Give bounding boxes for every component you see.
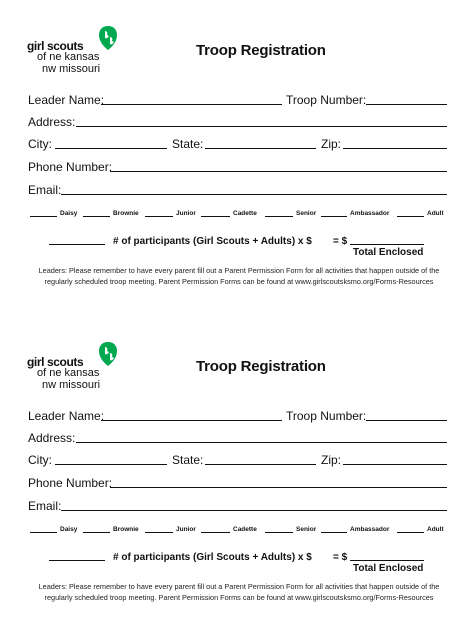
trefoil-profiles-icon bbox=[98, 26, 118, 50]
state-field[interactable] bbox=[205, 464, 316, 465]
level-senior: Senior bbox=[296, 210, 317, 217]
logo-line-2: of ne kansas bbox=[37, 51, 100, 63]
troop-number-label: Troop Number: bbox=[286, 93, 367, 107]
junior-count-field[interactable] bbox=[145, 216, 173, 217]
logo-line-1: girl scouts bbox=[27, 355, 84, 369]
email-field[interactable] bbox=[61, 194, 447, 195]
junior-count-field[interactable] bbox=[145, 532, 173, 533]
level-cadette: Cadette bbox=[233, 210, 257, 217]
city-field[interactable] bbox=[55, 148, 167, 149]
participants-count-field[interactable] bbox=[49, 244, 105, 245]
state-label: State: bbox=[172, 453, 204, 467]
level-ambassador: Ambassador bbox=[350, 526, 390, 533]
email-label: Email: bbox=[28, 499, 62, 513]
city-field[interactable] bbox=[55, 464, 167, 465]
phone-number-label: Phone Number: bbox=[28, 160, 113, 174]
zip-label: Zip: bbox=[321, 137, 342, 151]
email-field[interactable] bbox=[61, 510, 447, 511]
address-label: Address: bbox=[28, 115, 76, 129]
address-label: Address: bbox=[28, 431, 76, 445]
level-ambassador: Ambassador bbox=[350, 210, 390, 217]
registration-form-top bbox=[0, 0, 474, 315]
zip-label: Zip: bbox=[321, 453, 342, 467]
level-adult: Adult bbox=[427, 526, 444, 533]
trefoil-profiles-icon bbox=[98, 342, 118, 366]
leaders-note: Leaders: Please remember to have every parent fill out a Parent Permission Form for all activities that happen outside of the regularly scheduled troop meeting. Parent Permission Forms can be found at www.girlscoutsksmo.org/Forms-Resources bbox=[38, 266, 440, 286]
troop-number-field[interactable] bbox=[366, 104, 447, 105]
girl-scouts-logo bbox=[27, 342, 137, 392]
participants-count-field[interactable] bbox=[49, 560, 105, 561]
participants-label: # of participants (Girl Scouts + Adults) x $ bbox=[113, 236, 312, 247]
logo-line-3: nw missouri bbox=[42, 379, 101, 391]
total-enclosed-field[interactable] bbox=[350, 560, 424, 561]
state-field[interactable] bbox=[205, 148, 316, 149]
form-title: Troop Registration bbox=[196, 358, 326, 375]
registration-form-bottom bbox=[0, 316, 474, 631]
leader-name-field[interactable] bbox=[101, 104, 282, 105]
ambassador-count-field[interactable] bbox=[321, 216, 347, 217]
total-enclosed-label: Total Enclosed bbox=[353, 563, 424, 574]
total-enclosed-field[interactable] bbox=[350, 244, 424, 245]
girl-scouts-logo bbox=[27, 26, 137, 76]
level-daisy: Daisy bbox=[60, 210, 78, 217]
adult-count-field[interactable] bbox=[397, 532, 424, 533]
logo-line-1: girl scouts bbox=[27, 39, 84, 53]
city-label: City: bbox=[28, 453, 52, 467]
level-junior: Junior bbox=[176, 526, 196, 533]
cadette-count-field[interactable] bbox=[201, 216, 230, 217]
city-label: City: bbox=[28, 137, 52, 151]
troop-number-label: Troop Number: bbox=[286, 409, 367, 423]
level-brownie: Brownie bbox=[113, 210, 139, 217]
brownie-count-field[interactable] bbox=[83, 216, 110, 217]
logo-line-2: of ne kansas bbox=[37, 367, 100, 379]
equals-label: = $ bbox=[333, 552, 348, 563]
cadette-count-field[interactable] bbox=[201, 532, 230, 533]
form-title: Troop Registration bbox=[196, 42, 326, 59]
logo-line-3: nw missouri bbox=[42, 63, 101, 75]
phone-number-field[interactable] bbox=[110, 171, 447, 172]
daisy-count-field[interactable] bbox=[30, 216, 57, 217]
leaders-note: Leaders: Please remember to have every parent fill out a Parent Permission Form for all activities that happen outside of the regularly scheduled troop meeting. Parent Permission Forms can be found at www.girlscoutsksmo.org/Forms-Resources bbox=[38, 582, 440, 602]
total-enclosed-label: Total Enclosed bbox=[353, 247, 424, 258]
zip-field[interactable] bbox=[343, 464, 447, 465]
leader-name-label: Leader Name: bbox=[28, 93, 105, 107]
address-field[interactable] bbox=[76, 442, 447, 443]
adult-count-field[interactable] bbox=[397, 216, 424, 217]
email-label: Email: bbox=[28, 183, 62, 197]
senior-count-field[interactable] bbox=[265, 216, 293, 217]
level-brownie: Brownie bbox=[113, 526, 139, 533]
level-junior: Junior bbox=[176, 210, 196, 217]
phone-number-label: Phone Number: bbox=[28, 476, 113, 490]
level-cadette: Cadette bbox=[233, 526, 257, 533]
brownie-count-field[interactable] bbox=[83, 532, 110, 533]
phone-number-field[interactable] bbox=[110, 487, 447, 488]
level-daisy: Daisy bbox=[60, 526, 78, 533]
daisy-count-field[interactable] bbox=[30, 532, 57, 533]
address-field[interactable] bbox=[76, 126, 447, 127]
level-adult: Adult bbox=[427, 210, 444, 217]
ambassador-count-field[interactable] bbox=[321, 532, 347, 533]
state-label: State: bbox=[172, 137, 204, 151]
zip-field[interactable] bbox=[343, 148, 447, 149]
leader-name-label: Leader Name: bbox=[28, 409, 105, 423]
equals-label: = $ bbox=[333, 236, 348, 247]
participants-label: # of participants (Girl Scouts + Adults) x $ bbox=[113, 552, 312, 563]
level-senior: Senior bbox=[296, 526, 317, 533]
senior-count-field[interactable] bbox=[265, 532, 293, 533]
leader-name-field[interactable] bbox=[101, 420, 282, 421]
troop-number-field[interactable] bbox=[366, 420, 447, 421]
